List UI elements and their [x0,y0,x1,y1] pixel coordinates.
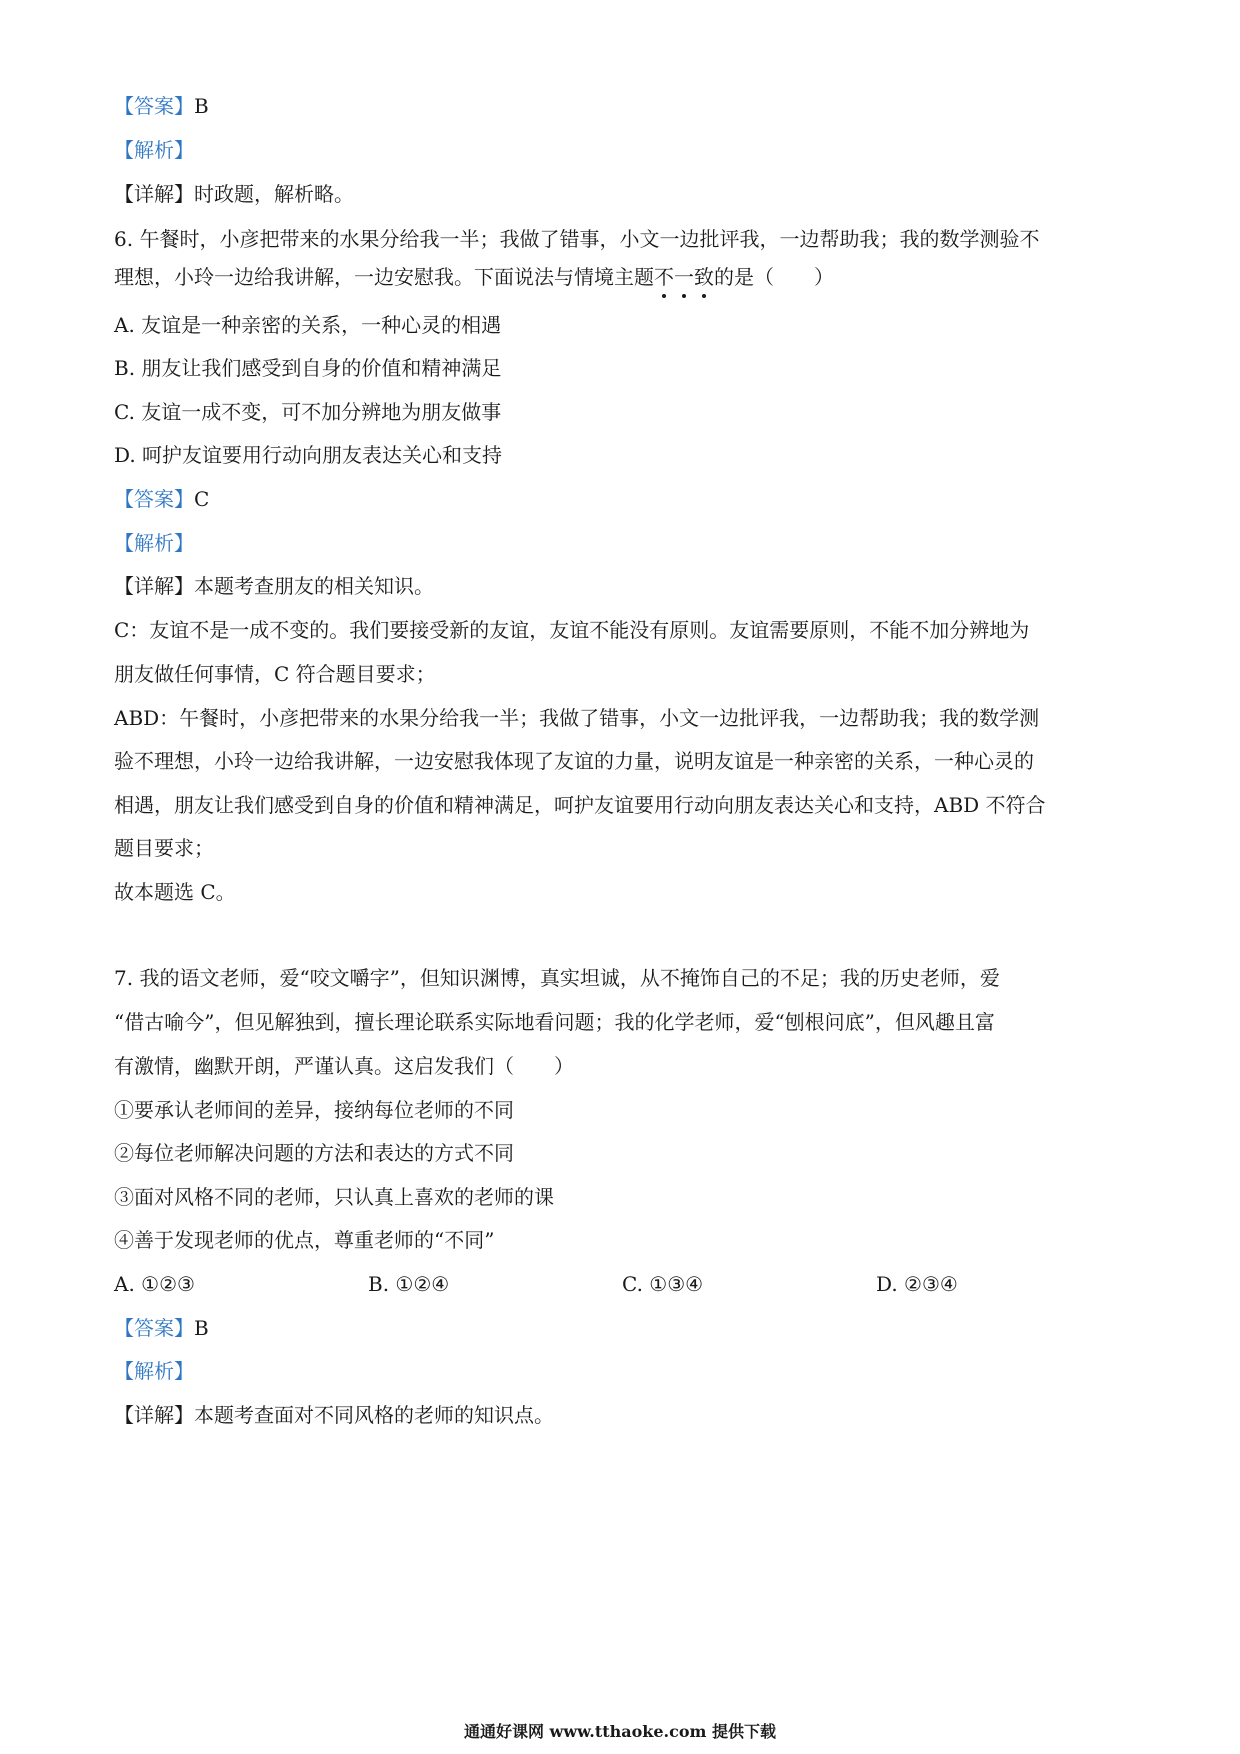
q7-choice-b: B. ①②④ [368,1272,450,1296]
q6-conclusion: 故本题选 C。 [114,880,236,904]
q6-stem-post: 的是（ ） [714,265,834,289]
q7-answer-line [114,1314,1134,1342]
detail-label: 【详解】 [114,182,194,206]
q6-option-a: A. 友谊是一种亲密的关系，一种心灵的相遇 [114,313,502,337]
q6-explain-line: 朋友做任何事情，C 符合题目要求； [114,662,436,686]
q7-choices [114,1270,1134,1298]
q6-explain-line: 题目要求； [114,836,214,860]
q6-stem-pre: 理想，小玲一边给我讲解，一边安慰我。下面说法与情境主题 [114,265,654,289]
answer-label: 【答案】 [114,487,194,511]
analysis-label: 【解析】 [114,1359,194,1383]
analysis-label: 【解析】 [114,138,194,162]
q7-statement-4: ④善于发现老师的优点，尊重老师的“不同” [114,1228,495,1252]
q6-explain-line: 相遇，朋友让我们感受到自身的价值和精神满足，呵护友谊要用行动向朋友表达关心和支持，ABD 不符合 [114,793,1046,817]
q6-explain-line: 验不理想，小玲一边给我讲解，一边安慰我体现了友谊的力量，说明友谊是一种亲密的关系，一种心灵的 [114,749,1034,773]
q6-analysis-line [114,529,1134,557]
q5-answer-value: B [194,94,209,118]
q7-stem-line-3: 有激情，幽默开朗，严谨认真。这启发我们（ ） [114,1054,574,1078]
detail-label: 【详解】 [114,1403,194,1427]
q6-stem-line-2 [114,263,1134,291]
q6-option-c: C. 友谊一成不变，可不加分辨地为朋友做事 [114,400,502,424]
detail-label: 【详解】 [114,574,194,598]
analysis-label: 【解析】 [114,531,194,555]
q6-detail-line [114,572,1134,600]
q5-detail-text: 时政题，解析略。 [194,182,354,206]
q6-detail-text: 本题考查朋友的相关知识。 [194,574,434,598]
q5-answer-line [114,92,1134,120]
answer-label: 【答案】 [114,1316,194,1340]
q7-choice-c: C. ①③④ [622,1272,704,1296]
emphasis-char: 一 [674,265,694,289]
q7-statement-2: ②每位老师解决问题的方法和表达的方式不同 [114,1141,514,1165]
emphasis-char: 不 [654,265,674,289]
q6-stem-line-1: 6. 午餐时，小彦把带来的水果分给我一半；我做了错事，小文一边批评我，一边帮助我；我的数学测验不 [114,227,1040,251]
q7-stem-line-1: 7. 我的语文老师，爱“咬文嚼字”，但知识渊博，真实坦诚，从不掩饰自己的不足；我的历史老师，爱 [114,966,1000,990]
q7-analysis-line [114,1357,1134,1385]
q7-choice-d: D. ②③④ [876,1272,958,1296]
q7-stem-line-2: “借古喻今”，但见解独到，擅长理论联系实际地看问题；我的化学老师，爱“刨根问底”，但风趣且富 [114,1010,995,1034]
page-footer: 通通好课网 www.tthaoke.com 提供下载 [463,1722,777,1741]
q7-detail-line [114,1401,1134,1429]
q6-explain-line: C：友谊不是一成不变的。我们要接受新的友谊，友谊不能没有原则。友谊需要原则，不能不加分辨地为 [114,618,1030,642]
answer-label: 【答案】 [114,94,194,118]
q7-choice-a: A. ①②③ [114,1272,195,1296]
q7-statement-1: ①要承认老师间的差异，接纳每位老师的不同 [114,1098,514,1122]
q7-answer-value: B [194,1316,209,1340]
q6-option-d: D. 呵护友谊要用行动向朋友表达关心和支持 [114,443,503,467]
q7-statement-3: ③面对风格不同的老师，只认真上喜欢的老师的课 [114,1185,554,1209]
q5-analysis-line [114,136,1134,164]
emphasis-char: 致 [694,265,714,289]
q6-answer-value: C [194,487,210,511]
q6-option-b: B. 朋友让我们感受到自身的价值和精神满足 [114,356,502,380]
q7-detail-text: 本题考查面对不同风格的老师的知识点。 [194,1403,554,1427]
q5-detail-line [114,180,1134,208]
q6-explain-line: ABD：午餐时，小彦把带来的水果分给我一半；我做了错事，小文一边批评我，一边帮助我；我的数学测 [114,706,1040,730]
q6-answer-line [114,485,1134,513]
